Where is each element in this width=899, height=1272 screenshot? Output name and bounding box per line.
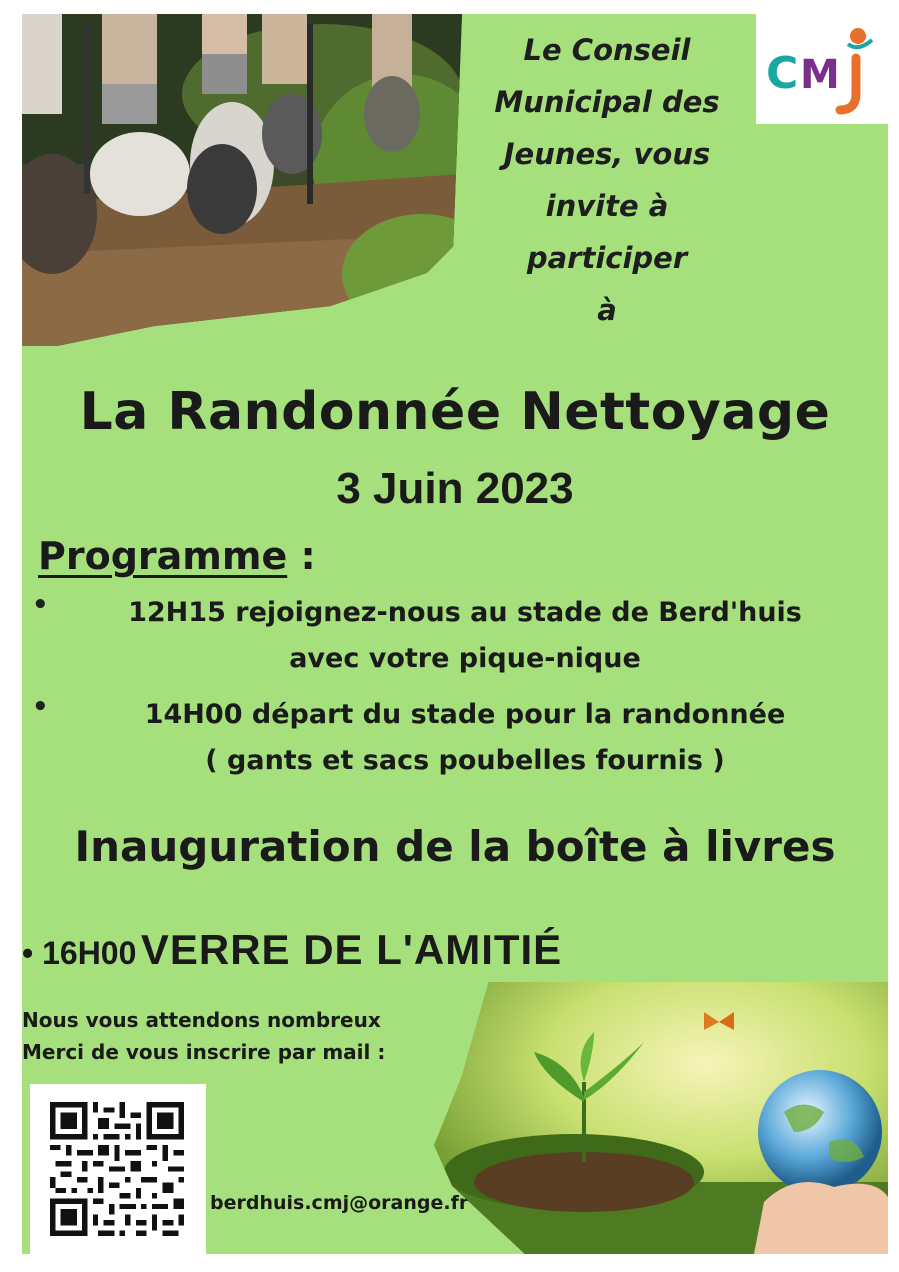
- invite-line: Le Conseil: [523, 33, 691, 67]
- qr-code-icon: [50, 1102, 184, 1236]
- bullet-icon: •: [32, 692, 49, 722]
- qr-code[interactable]: [30, 1084, 206, 1254]
- verre-label: VERRE DE L'AMITIÉ: [140, 926, 563, 973]
- bullet-icon: •: [32, 590, 49, 620]
- note-text: [22, 1004, 385, 1068]
- programme-label: Programme: [38, 534, 288, 578]
- programme-item-line: avec votre pique-nique: [289, 643, 641, 674]
- note-line: Merci de vous inscrire par mail :: [22, 1040, 386, 1064]
- programme-item: [22, 590, 888, 682]
- programme-heading: [38, 534, 316, 578]
- cmj-logo: [756, 14, 888, 124]
- contact-email[interactable]: berdhuis.cmj@orange.fr: [210, 1192, 469, 1214]
- hiking-photo: [22, 14, 462, 346]
- programme-colon: :: [287, 534, 316, 578]
- invite-text: [462, 24, 752, 336]
- programme-item: [22, 692, 888, 784]
- invite-line: à: [597, 293, 617, 327]
- programme-item-line: 12H15 rejoignez-nous au stade de Berd'huis: [128, 597, 802, 628]
- poster: [22, 14, 888, 1254]
- note-line: Nous vous attendons nombreux: [22, 1008, 381, 1032]
- inauguration-text: Inauguration de la boîte à livres: [74, 822, 836, 871]
- event-date: 3 Juin 2023: [336, 464, 574, 513]
- event-title: La Randonnée Nettoyage: [79, 382, 831, 442]
- svg-text:M: M: [800, 52, 840, 98]
- bullet-icon: •: [22, 935, 43, 971]
- verre-time: 16H00: [42, 935, 137, 971]
- svg-text:C: C: [766, 48, 799, 99]
- programme-item-line: ( gants et sacs poubelles fournis ): [205, 745, 725, 776]
- invite-line: Jeunes, vous: [503, 137, 711, 171]
- invite-line: invite à participer: [526, 189, 688, 275]
- verre-line: [22, 926, 562, 974]
- nature-photo: [434, 982, 888, 1254]
- programme-item-line: 14H00 départ du stade pour la randonnée: [144, 699, 786, 730]
- invite-line: Municipal des: [494, 85, 720, 119]
